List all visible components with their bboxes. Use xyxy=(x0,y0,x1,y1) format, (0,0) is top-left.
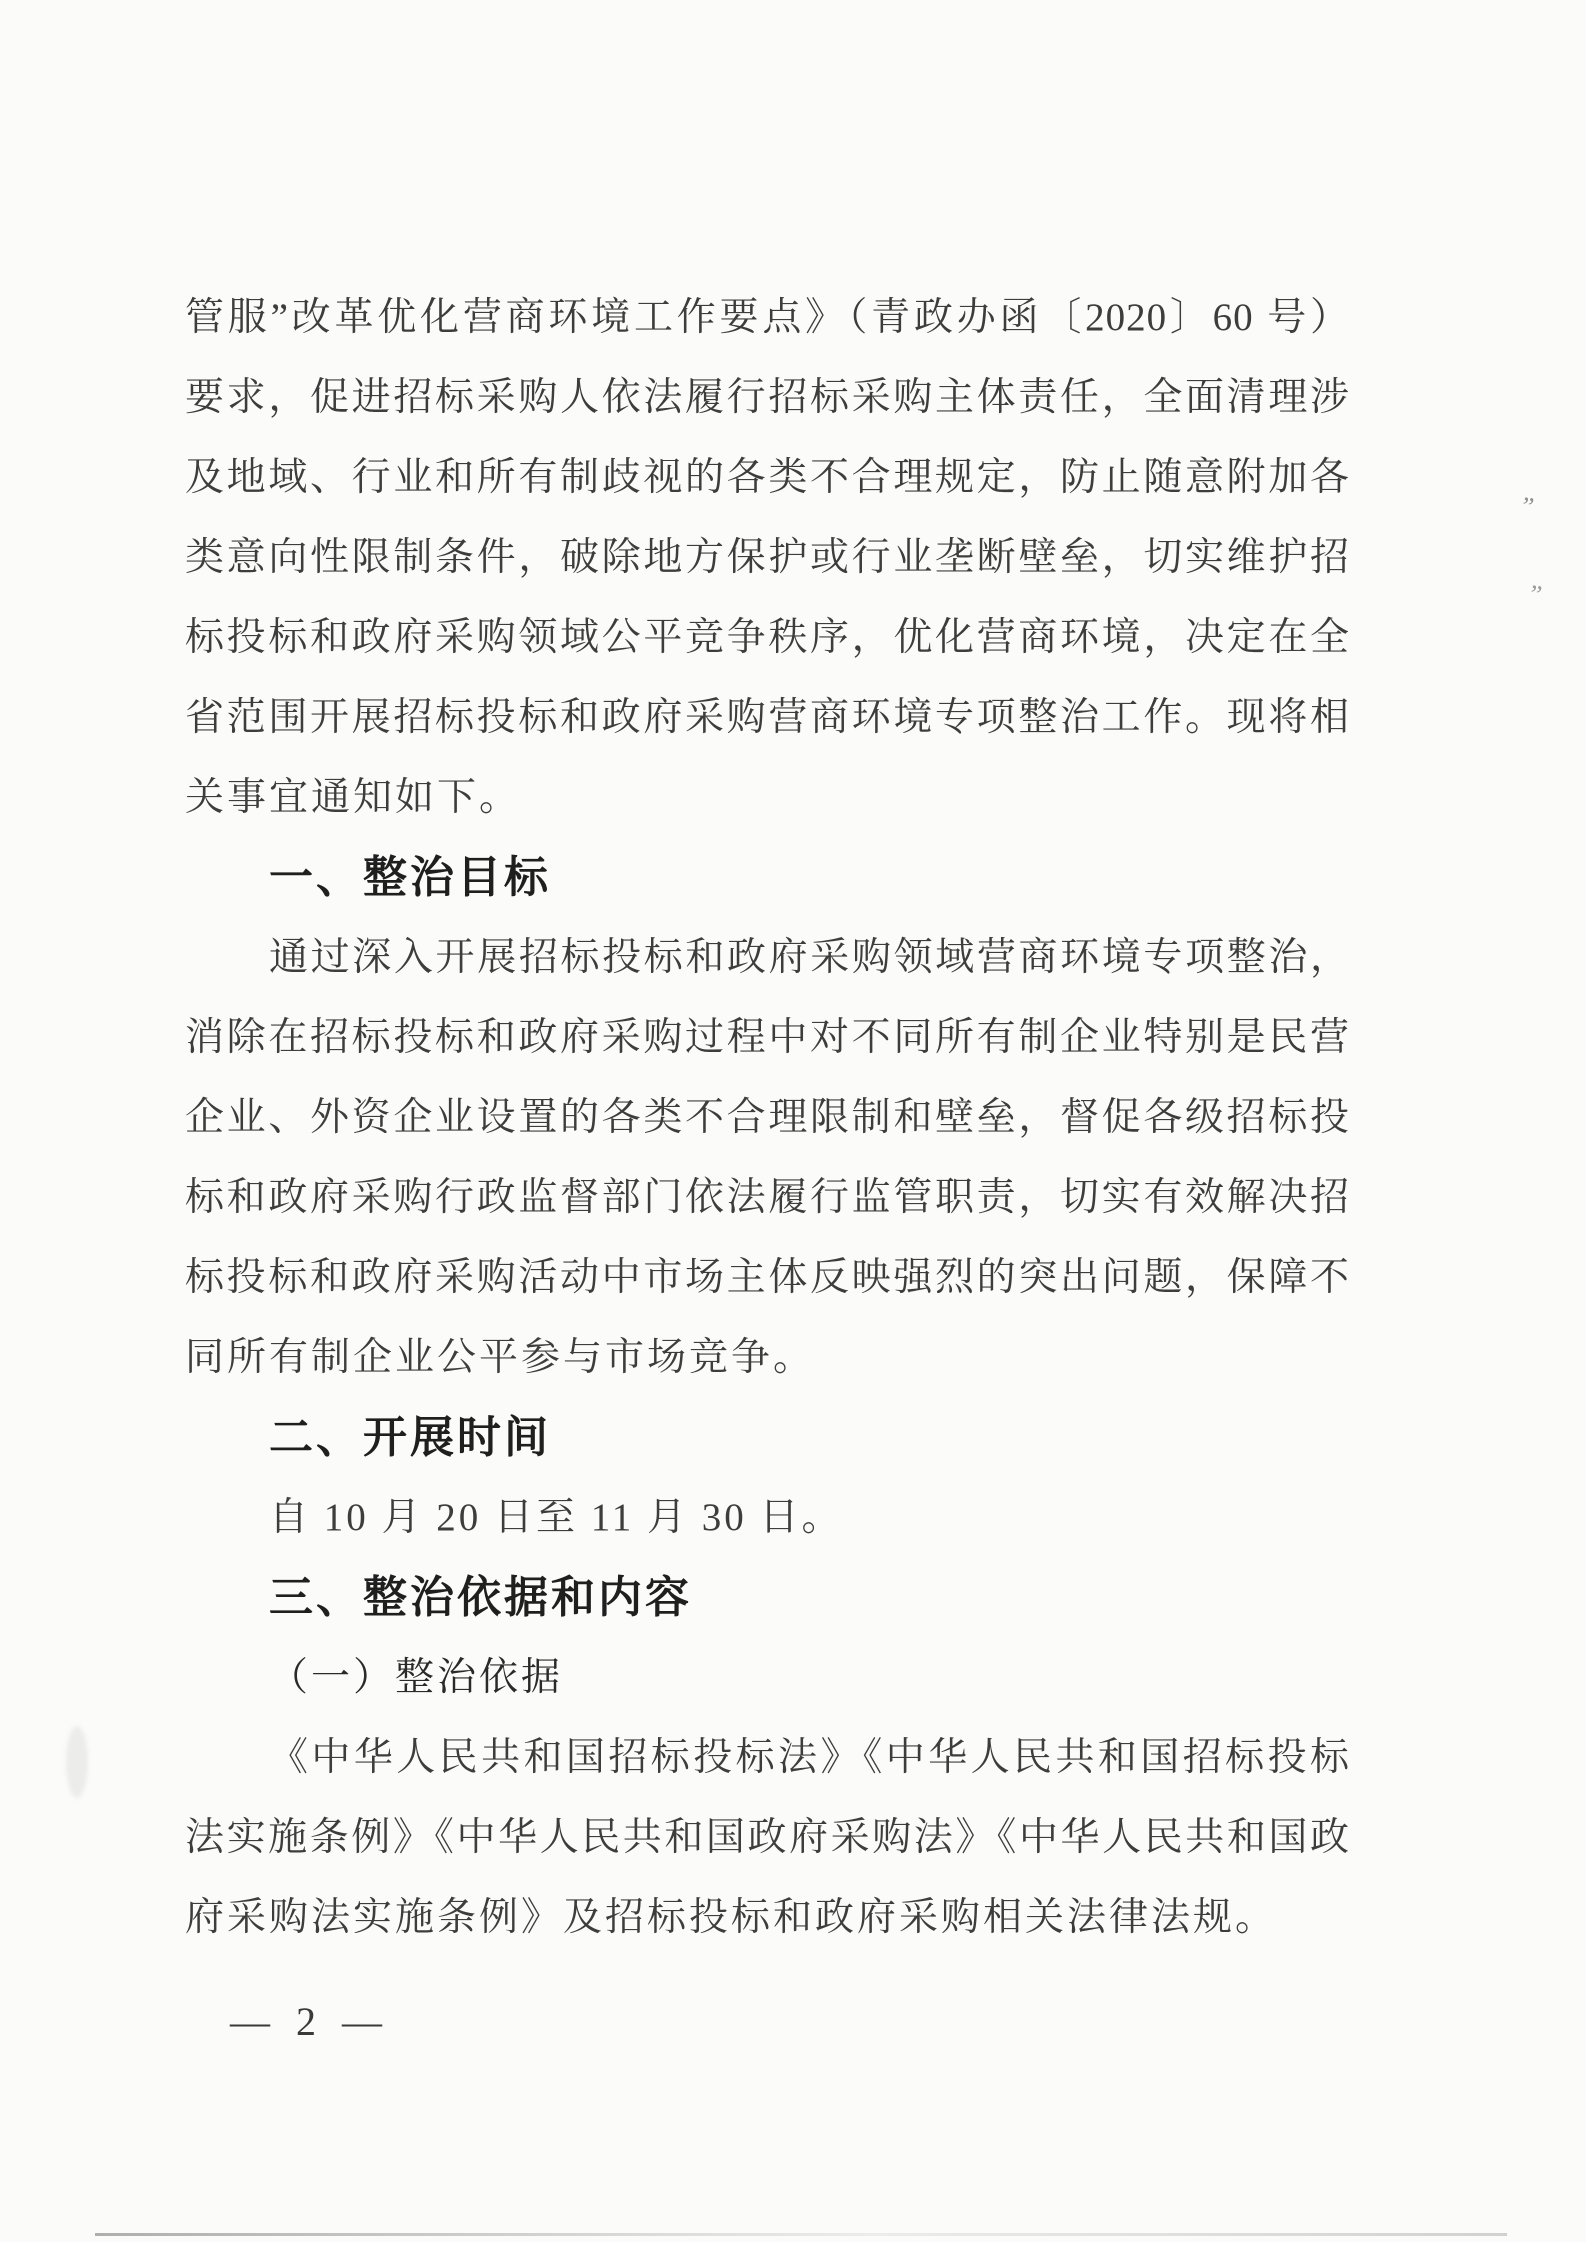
body-line: 标投标和政府采购领域公平竞争秩序，优化营商环境，决定在全 xyxy=(185,616,1350,659)
scan-artifact-smudge xyxy=(66,1726,88,1798)
body-line: 类意向性限制条件，破除地方保护或行业垄断壁垒，切实维护招 xyxy=(185,536,1350,579)
body-line: 《中华人民共和国招标投标法》《中华人民共和国招标投标 xyxy=(269,1736,1350,1779)
section-heading: 一、整治目标 xyxy=(269,853,551,902)
page-number: — 2 — xyxy=(230,1999,390,2044)
body-line: 府采购法实施条例》及招标投标和政府采购相关法律法规。 xyxy=(185,1896,1278,1939)
body-line: 法实施条例》《中华人民共和国政府采购法》《中华人民共和国政 xyxy=(185,1816,1350,1859)
scan-artifact-quote-icon: ” xyxy=(1520,491,1536,522)
body-line: 企业、外资企业设置的各类不合理限制和壁垒，督促各级招标投 xyxy=(185,1096,1350,1139)
sub-heading: （一）整治依据 xyxy=(269,1656,564,1699)
scan-artifact-edge-line xyxy=(95,2233,1507,2236)
body-line: 要求，促进招标采购人依法履行招标采购主体责任，全面清理涉 xyxy=(185,376,1350,419)
section-heading: 三、整治依据和内容 xyxy=(269,1573,692,1622)
body-line: 标投标和政府采购活动中市场主体反映强烈的突出问题，保障不 xyxy=(185,1256,1350,1299)
body-line: 同所有制企业公平参与市场竞争。 xyxy=(185,1336,816,1379)
scan-artifact-quote-icon: ” xyxy=(1528,579,1544,610)
body-line: 消除在招标投标和政府采购过程中对不同所有制企业特别是民营 xyxy=(185,1016,1350,1059)
body-line: 通过深入开展招标投标和政府采购领域营商环境专项整治， xyxy=(269,936,1350,979)
body-line: 自 10 月 20 日至 11 月 30 日。 xyxy=(269,1496,844,1539)
body-line: 标和政府采购行政监督部门依法履行监管职责，切实有效解决招 xyxy=(185,1176,1350,1219)
body-line: 关事宜通知如下。 xyxy=(185,776,522,819)
document-body xyxy=(185,278,1350,1958)
body-line: 及地域、行业和所有制歧视的各类不合理规定，防止随意附加各 xyxy=(185,456,1350,499)
section-heading: 二、开展时间 xyxy=(269,1413,551,1462)
body-line: 省范围开展招标投标和政府采购营商环境专项整治工作。现将相 xyxy=(185,696,1350,739)
body-line: 管服”改革优化营商环境工作要点》（青政办函〔2020〕60 号） xyxy=(185,296,1350,339)
